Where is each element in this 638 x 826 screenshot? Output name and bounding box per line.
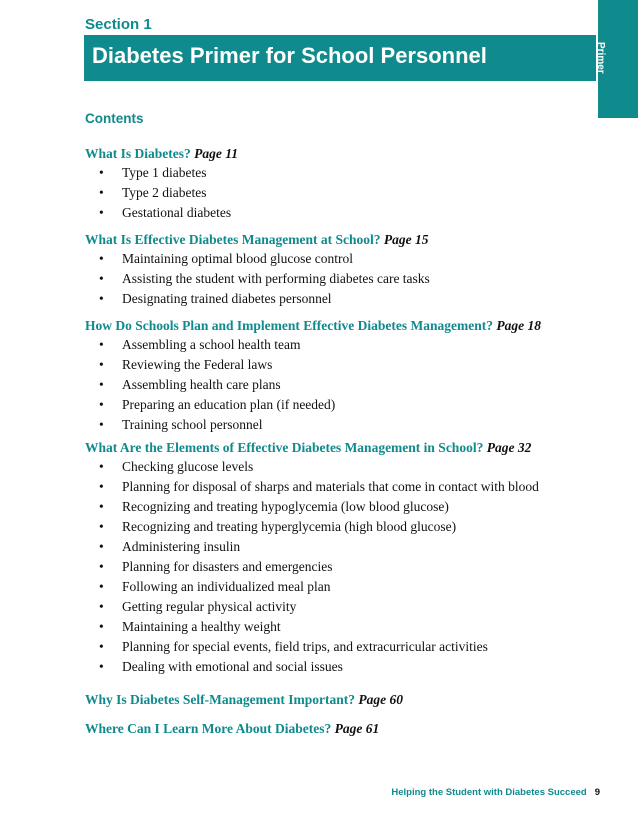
bullet: •: [99, 417, 104, 432]
list-item: [85, 617, 590, 637]
contents-heading: Contents: [85, 111, 144, 126]
toc-page-ref: Page 11: [194, 146, 239, 161]
bullet: •: [99, 251, 104, 266]
list-item-text: Designating trained diabetes personnel: [122, 291, 332, 306]
list-item-text: Maintaining a healthy weight: [122, 619, 281, 634]
list-item: [85, 183, 590, 203]
list-item: [85, 497, 590, 517]
toc-page-ref: Page 60: [358, 692, 403, 707]
list-item: [85, 415, 590, 435]
list-item-text: Planning for special events, field trips, and extracurricular activities: [122, 639, 488, 654]
list-item-text: Gestational diabetes: [122, 205, 232, 220]
title-banner: [84, 35, 596, 81]
list-item: [85, 203, 590, 223]
list-item-text: Checking glucose levels: [122, 459, 254, 474]
toc-heading-text: Where Can I Learn More About Diabetes?: [85, 721, 332, 736]
list-item-text: Getting regular physical activity: [122, 599, 297, 614]
bullet: •: [99, 559, 104, 574]
toc-page-ref: Page 18: [496, 318, 541, 333]
toc-heading-text: What Are the Elements of Effective Diabetes Management in School?: [85, 440, 484, 455]
bullet: •: [99, 185, 104, 200]
bullet: •: [99, 479, 104, 494]
bullet: •: [99, 377, 104, 392]
bullet: •: [99, 499, 104, 514]
list-item-text: Following an individualized meal plan: [122, 579, 331, 594]
list-item: [85, 335, 590, 355]
page-title: Diabetes Primer for School Personnel: [92, 43, 487, 68]
toc-heading-text: What Is Diabetes?: [85, 146, 191, 161]
list-item-text: Training school personnel: [122, 417, 263, 432]
bullet: •: [99, 579, 104, 594]
toc-page-ref: Page 15: [383, 232, 429, 247]
side-tab-label: Primer: [595, 42, 606, 74]
list-item: [85, 289, 590, 309]
toc-page-ref: Page 61: [334, 721, 380, 736]
toc-section-self-management: [85, 690, 590, 709]
bullet: •: [99, 659, 104, 674]
bullet: •: [99, 291, 104, 306]
bullet: •: [99, 271, 104, 286]
list-item: [85, 457, 590, 477]
list-item-text: Assembling health care plans: [122, 377, 281, 392]
list-item-text: Type 1 diabetes: [122, 165, 207, 180]
bullet: •: [99, 459, 104, 474]
list-item-text: Assembling a school health team: [122, 337, 301, 352]
list-item: [85, 657, 590, 677]
toc-heading[interactable]: [85, 230, 590, 249]
toc-heading-text: How Do Schools Plan and Implement Effective Diabetes Management?: [85, 318, 493, 333]
list-item-text: Assisting the student with performing diabetes care tasks: [122, 271, 430, 286]
toc-heading[interactable]: [85, 690, 590, 709]
list-item: [85, 395, 590, 415]
list-item: [85, 269, 590, 289]
bullet: •: [99, 397, 104, 412]
footer-text: Helping the Student with Diabetes Succeed: [391, 787, 587, 798]
toc-page-ref: Page 32: [486, 440, 532, 455]
bullet: •: [99, 165, 104, 180]
list-item-text: Maintaining optimal blood glucose control: [122, 251, 353, 266]
toc-section-effective-management: [85, 230, 590, 309]
toc-heading[interactable]: [85, 438, 590, 457]
bullet: •: [99, 619, 104, 634]
bullet: •: [99, 205, 104, 220]
list-item: [85, 597, 590, 617]
toc-heading-text: What Is Effective Diabetes Management at School?: [85, 232, 381, 247]
bullet: •: [99, 539, 104, 554]
list-item: [85, 577, 590, 597]
list-item-text: Reviewing the Federal laws: [122, 357, 273, 372]
bullet: •: [99, 639, 104, 654]
page-number: 9: [594, 787, 600, 798]
list-item: [85, 537, 590, 557]
list-item: [85, 477, 590, 497]
bullet: •: [99, 599, 104, 614]
section-label: Section 1: [85, 16, 152, 33]
list-item-text: Type 2 diabetes: [122, 185, 207, 200]
page-footer: [391, 787, 600, 798]
list-item-text: Administering insulin: [122, 539, 241, 554]
list-item: [85, 249, 590, 269]
toc-heading[interactable]: [85, 144, 590, 163]
list-item: [85, 355, 590, 375]
list-item-text: Planning for disasters and emergencies: [122, 559, 333, 574]
bullet: •: [99, 519, 104, 534]
side-tab: [595, 0, 638, 118]
toc-heading[interactable]: [85, 719, 590, 738]
list-item-text: Dealing with emotional and social issues: [122, 659, 343, 674]
list-item: [85, 517, 590, 537]
list-item-text: Recognizing and treating hyperglycemia (high blood glucose): [122, 519, 457, 534]
toc-section-elements: [85, 438, 590, 677]
list-item-text: Preparing an education plan (if needed): [122, 397, 336, 412]
toc-heading-text: Why Is Diabetes Self-Management Important?: [85, 692, 355, 707]
bullet: •: [99, 357, 104, 372]
toc-section-plan-implement: [85, 316, 590, 435]
list-item-text: Planning for disposal of sharps and materials that come in contact with blood: [122, 479, 539, 494]
bullet: •: [99, 337, 104, 352]
list-item-text: Recognizing and treating hypoglycemia (low blood glucose): [122, 499, 449, 514]
list-item: [85, 375, 590, 395]
toc-heading[interactable]: [85, 316, 590, 335]
list-item: [85, 163, 590, 183]
list-item: [85, 557, 590, 577]
list-item: [85, 637, 590, 657]
toc-section-learn-more: [85, 719, 590, 738]
toc-section-what-is-diabetes: [85, 144, 590, 223]
